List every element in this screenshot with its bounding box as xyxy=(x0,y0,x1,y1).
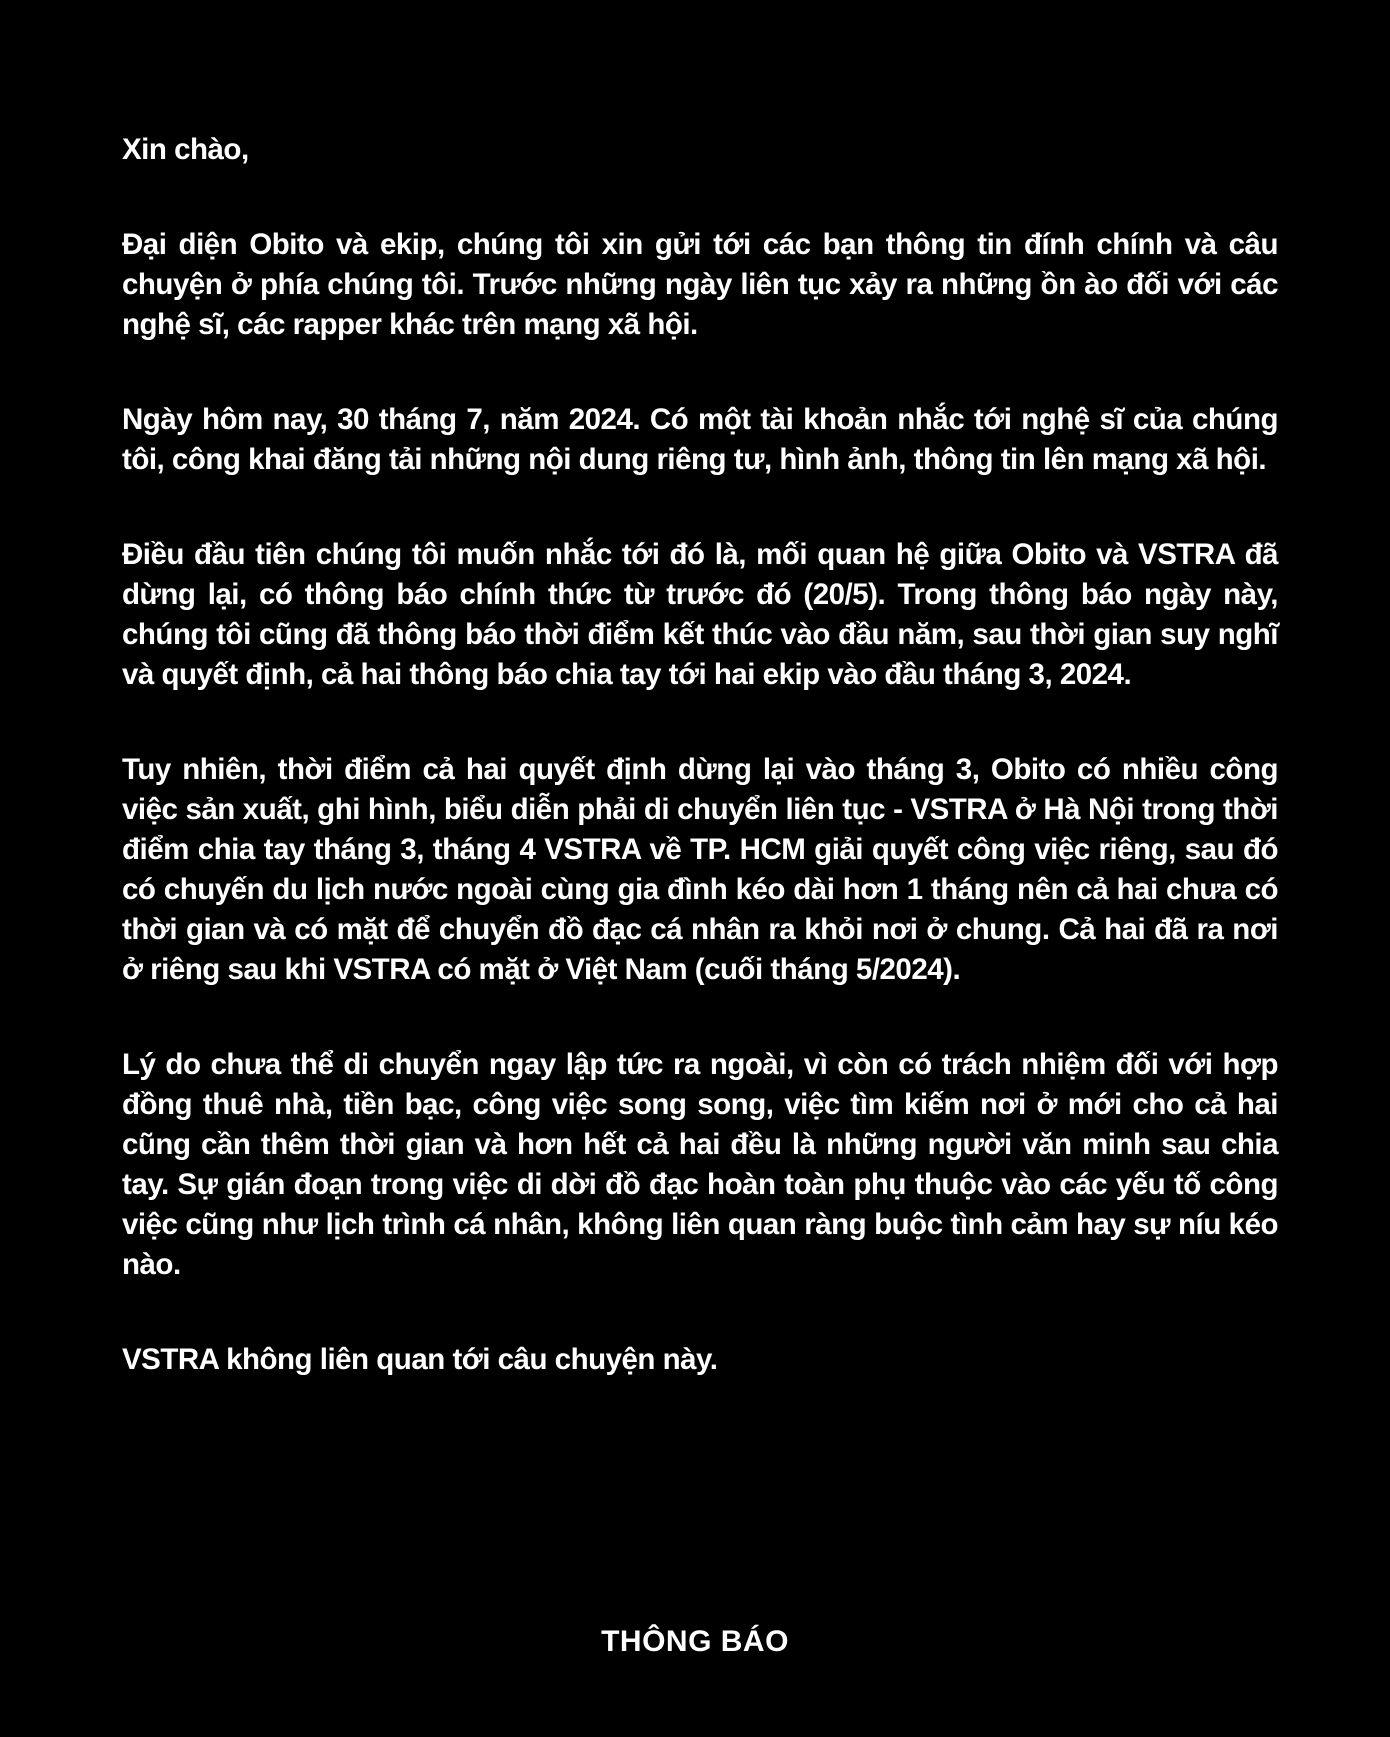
closing-statement: VSTRA không liên quan tới câu chuyện này. xyxy=(122,1343,718,1376)
paragraph-incident: Ngày hôm nay, 30 tháng 7, năm 2024. Có một tài khoản nhắc tới nghệ sĩ của chúng tôi, công khai đăng tải những nội dung riêng tư, hình ảnh, thông tin lên mạng xã hội. xyxy=(122,403,1278,476)
paragraph-relationship: Điều đầu tiên chúng tôi muốn nhắc tới đó là, mối quan hệ giữa Obito và VSTRA đã dừng lại, có thông báo chính thức từ trước đó (20/5). Trong thông báo ngày này, chúng tôi cũng đã thông báo thời điểm kết thúc vào đầu năm, sau thời gian suy nghĩ và quyết định, cả hai thông báo chia tay tới hai ekip vào đầu tháng 3, 2024. xyxy=(122,538,1278,691)
greeting-line: Xin chào, xyxy=(122,133,249,166)
paragraph-timeline: Tuy nhiên, thời điểm cả hai quyết định dừng lại vào tháng 3, Obito có nhiều công việc sản xuất, ghi hình, biểu diễn phải di chuyển liên tục - VSTRA ở Hà Nội trong thời điểm chia tay tháng 3, tháng 4 VSTRA về TP. HCM giải quyết công việc riêng, sau đó có chuyến du lịch nước ngoài cùng gia đình kéo dài hơn 1 tháng nên cả hai chưa có thời gian và có mặt để chuyển đồ đạc cá nhân ra khỏi nơi ở chung. Cả hai đã ra nơi ở riêng sau khi VSTRA có mặt ở Việt Nam (cuối tháng 5/2024). xyxy=(122,753,1278,986)
paragraph-intro: Đại diện Obito và ekip, chúng tôi xin gửi tới các bạn thông tin đính chính và câu chuyện ở phía chúng tôi. Trước những ngày liên tục xảy ra những ồn ào đối với các nghệ sĩ, các rapper khác trên mạng xã hội. xyxy=(122,228,1278,341)
footer-title: THÔNG BÁO xyxy=(601,1625,789,1658)
letter-body xyxy=(122,130,1278,1380)
paragraph-reason: Lý do chưa thể di chuyển ngay lập tức ra ngoài, vì còn có trách nhiệm đối với hợp đồng thuê nhà, tiền bạc, công việc song song, việc tìm kiếm nơi ở mới cho cả hai cũng cần thêm thời gian và hơn hết cả hai đều là những người văn minh sau chia tay. Sự gián đoạn trong việc di dời đồ đạc hoàn toàn phụ thuộc vào các yếu tố công việc cũng như lịch trình cá nhân, không liên quan ràng buộc tình cảm hay sự níu kéo nào. xyxy=(122,1048,1278,1281)
